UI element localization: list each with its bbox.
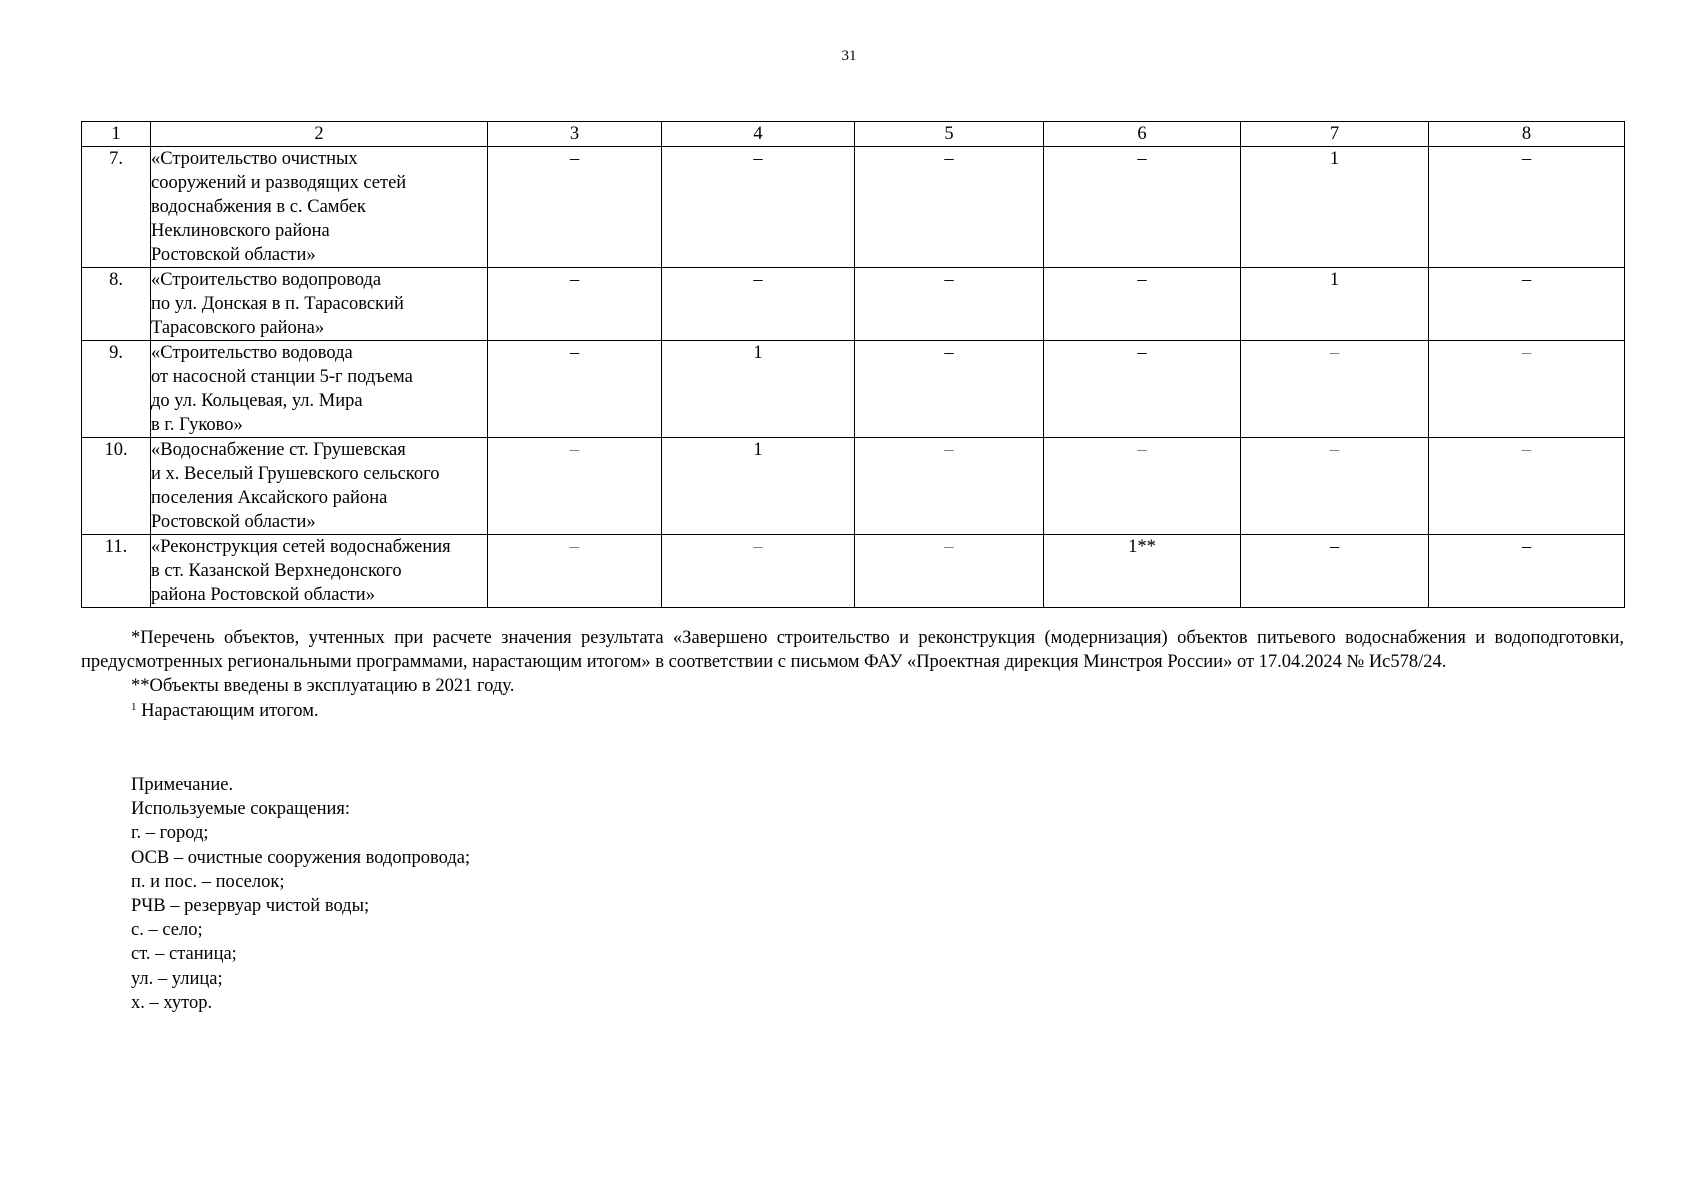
row-number: 8. [82,268,151,341]
object-name-line: Ростовской области» [151,512,316,532]
cell-col5: – [855,438,1044,535]
note-title: Примечание. [131,775,234,795]
cell-col6: 1** [1044,535,1241,608]
column-header: 4 [662,122,855,147]
footnote-one-text: Нарастающим итогом. [136,700,319,721]
cell-col5: – [855,268,1044,341]
object-name [151,438,488,535]
footnotes [81,626,1624,723]
row-number: 11. [82,535,151,608]
column-header: 3 [488,122,662,147]
object-name-line: в ст. Казанской Верхнедонского [151,561,402,581]
cell-col3: – [488,341,662,438]
cell-col7: 1 [1241,147,1429,268]
abbreviation-item: г. – город; [131,823,209,844]
footnote-double-star: **Объекты введены в эксплуатацию в 2021 году. [131,676,515,697]
table-row [82,535,1625,608]
cell-col7: 1 [1241,268,1429,341]
table-row [82,268,1625,341]
object-name [151,147,488,268]
object-name-line: водоснабжения в с. Самбек [151,197,366,217]
row-number: 9. [82,341,151,438]
table-header-row [82,122,1625,147]
cell-col6: – [1044,147,1241,268]
cell-col3: – [488,147,662,268]
cell-col3: – [488,438,662,535]
cell-col3: – [488,268,662,341]
footnote-one-mark: 1 [131,700,137,713]
cell-col6: – [1044,268,1241,341]
object-name-line: до ул. Кольцевая, ул. Мира [151,391,363,411]
abbreviation-item: п. и пос. – поселок; [131,871,285,892]
object-name [151,268,488,341]
cell-col6: – [1044,438,1241,535]
cell-col7: – [1241,535,1429,608]
cell-col7: – [1241,341,1429,438]
object-name-line: сооружений и разводящих сетей [151,173,407,193]
cell-col8: – [1429,535,1625,608]
column-header: 1 [82,122,151,147]
table-row [82,438,1625,535]
cell-col5: – [855,147,1044,268]
object-name-line: в г. Гуково» [151,415,243,435]
object-name-line: от насосной станции 5-г подъема [151,367,413,387]
object-name-line: «Реконструкция сетей водоснабжения [151,537,451,557]
cell-col8: – [1429,147,1625,268]
cell-col4: 1 [662,341,855,438]
cell-col7: – [1241,438,1429,535]
page-number: 31 [841,48,857,64]
object-name-line: по ул. Донская в п. Тарасовский [151,294,404,314]
results-table-container [81,121,1624,608]
results-table [81,121,1625,608]
object-name-line: «Строительство водовода [151,343,353,363]
cell-col8: – [1429,268,1625,341]
cell-col5: – [855,535,1044,608]
object-name-line: и х. Веселый Грушевского сельского [151,464,440,484]
cell-col3: – [488,535,662,608]
row-number: 10. [82,438,151,535]
cell-col8: – [1429,341,1625,438]
object-name-line: района Ростовской области» [151,585,375,605]
column-header: 7 [1241,122,1429,147]
column-header: 2 [151,122,488,147]
object-name-line: Неклиновского района [151,221,330,241]
cell-col4: 1 [662,438,855,535]
object-name-line: Ростовской области» [151,245,316,265]
abbreviation-item: х. – хутор. [131,992,213,1013]
abbreviation-item: с. – село; [131,920,203,941]
cell-col8: – [1429,438,1625,535]
object-name-line: «Строительство очистных [151,149,358,169]
column-header: 8 [1429,122,1625,147]
abbreviation-item: ст. – станица; [131,944,237,965]
table-row [82,341,1625,438]
object-name-line: поселения Аксайского района [151,488,388,508]
note-subtitle: Используемые сокращения: [131,799,351,820]
cell-col5: – [855,341,1044,438]
abbreviation-item: ул. – улица; [131,968,223,989]
row-number: 7. [82,147,151,268]
table-row [82,147,1625,268]
column-header: 5 [855,122,1044,147]
object-name-line: Тарасовского района» [151,318,325,338]
abbreviation-item: РЧВ – резервуар чистой воды; [131,896,370,917]
object-name-line: «Строительство водопровода [151,270,382,290]
abbreviation-item: ОСВ – очистные сооружения водопровода; [131,847,471,868]
footnote-one [81,699,1624,723]
object-name [151,341,488,438]
cell-col4: – [662,147,855,268]
object-name-line: «Водоснабжение ст. Грушевская [151,440,406,460]
abbreviations-note [131,773,470,1015]
footnote-star: *Перечень объектов, учтенных при расчете значения результата «Завершено строительство и реконструкция (модернизация) объектов питьевого водоснабжения и водоподготовки, предусмотренных региональными программами, нарастающим итогом» в соответствии с письмом ФАУ «Проектная дирекция Минстроя России» от 17.04.2024 № Ис578/24. [81,628,1624,673]
column-header: 6 [1044,122,1241,147]
object-name [151,535,488,608]
cell-col4: – [662,268,855,341]
cell-col4: – [662,535,855,608]
cell-col6: – [1044,341,1241,438]
